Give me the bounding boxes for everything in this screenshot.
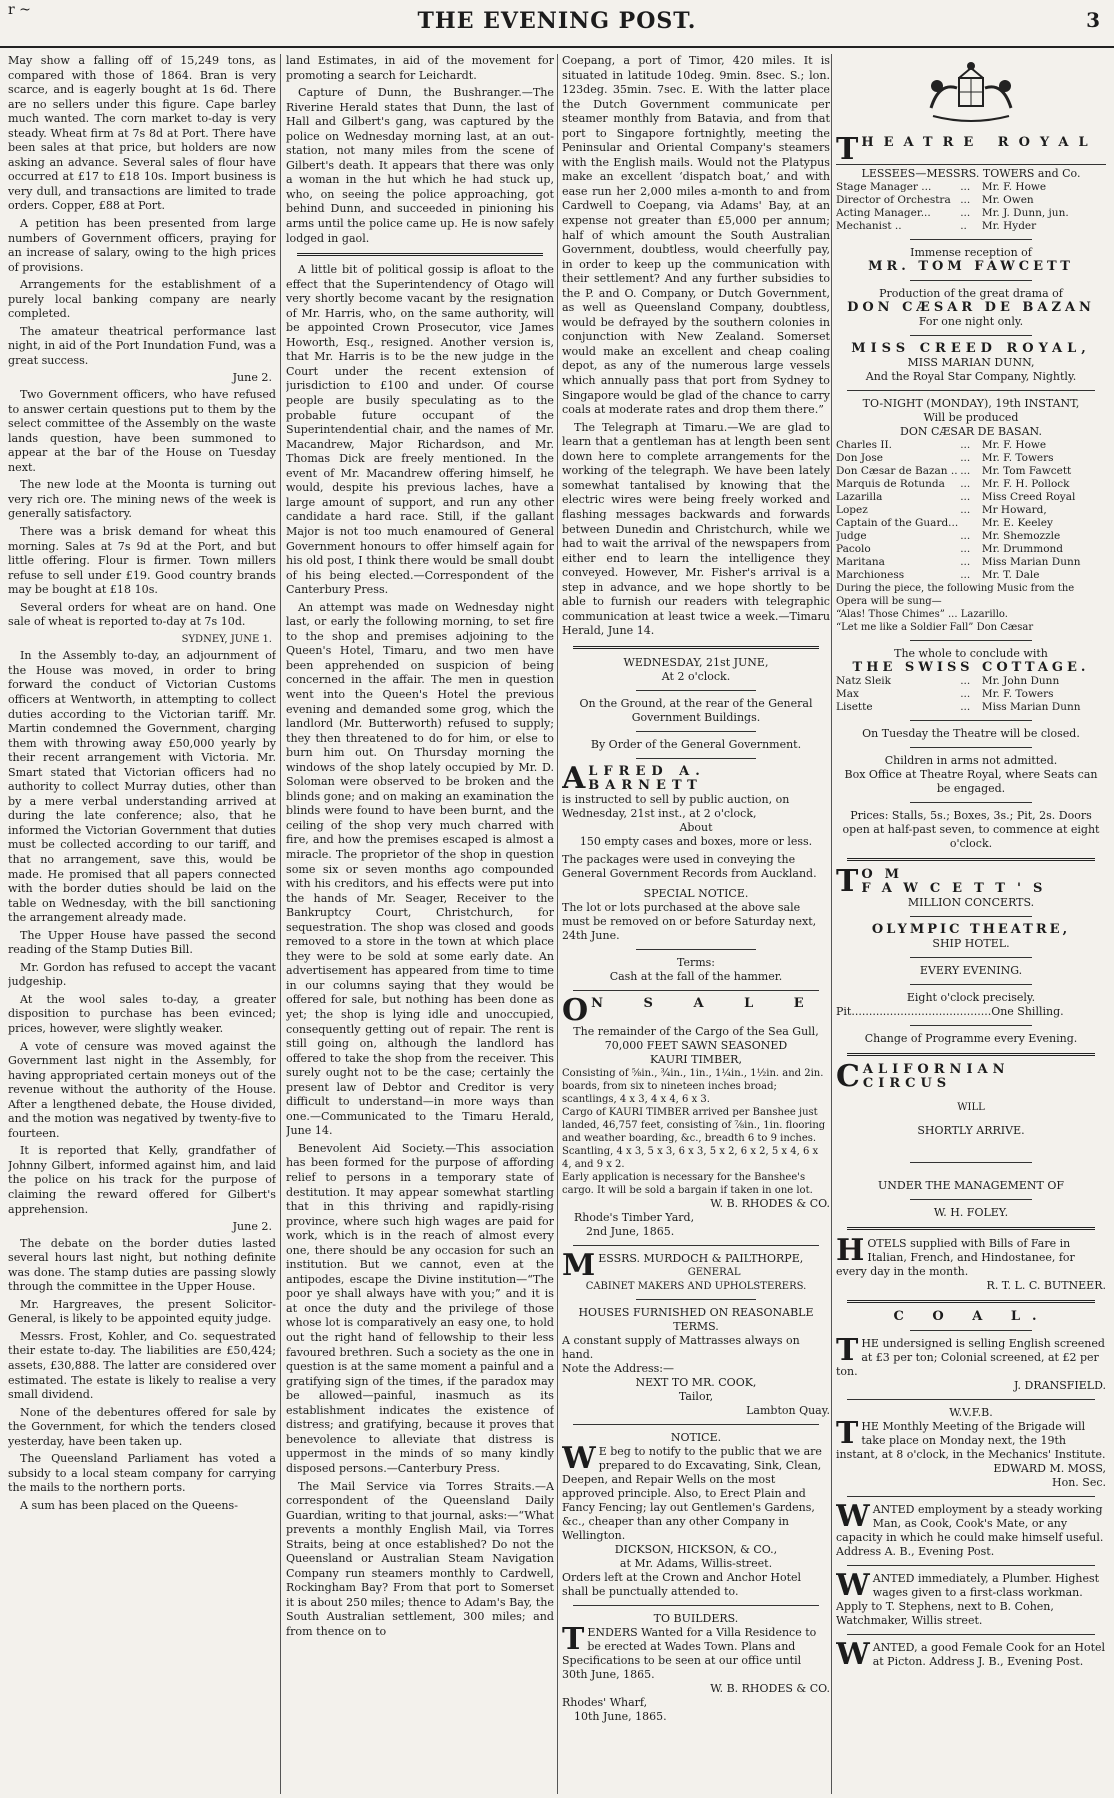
article-paragraph: May show a falling off of 15,249 tons, as compared with those of 1864. Bran is very scarce, and is eagerly bought at 1s 6d. There are no sellers under this figure. Cape barley much wanted. The corn market to-day is very steady. Wheat firm at 7s 8d at Port. There have been sales at that price, but holders are now asking an advance. Several sales of flour have occurred at £17 to £18 10s. Import business is very dull, and transactions are limited to trade orders. Copper, £88 at Port.: [8, 54, 276, 213]
cast-role: Don Cæsar de Bazan ..: [836, 465, 958, 477]
conclude-line: The whole to conclude with: [894, 647, 1048, 660]
sale-yard: Rhode's Timber Yard,: [574, 1210, 695, 1224]
dateline: June 2.: [232, 1220, 272, 1234]
cast-name: Miss Creed Royal: [981, 491, 1076, 503]
cast-role: Mechanist ..: [836, 220, 902, 232]
cast-row: [836, 569, 1106, 582]
special-notice-heading: SPECIAL NOTICE.: [643, 886, 749, 900]
drop-cap: W: [836, 1637, 870, 1672]
cast-role: Judge: [836, 530, 867, 542]
production-line: Production of the great drama of: [879, 287, 1063, 300]
venue-name: OLYMPIC THEATRE,: [871, 922, 1071, 937]
article-paragraph: Benevolent Aid Society.—This association has been formed for the purpose of affording relief to persons in a temporary state of destitution. It may appear somewhat startling that in this thriving and rapidly-rising province, where such high wages are paid for work, which is in the reach of almost every one, there should be any occasion for such an institution. But we cannot, even at the antipodes, escape the Divine institution—“The poor ye shall always have with you;” and it is at once the duty and the privilege of those whose lot is comparatively an easy one, to hold out the right hand of fellowship to their less favoured brethren. Such a society as the one in question is at the same moment a painful and a gratifying sign of the times, if the paradox may be allowed—painful, inasmuch as its establishment indicates the existence of distress; and gratifying, because it proves that benevolence to alleviate that distress is uppermost in the minds of so many kindly disposed persons.—Canterbury Press.: [286, 1141, 554, 1475]
sale-date: 2nd June, 1865.: [586, 1224, 675, 1238]
brigade-heading: W.V.F.B.: [949, 1406, 993, 1419]
sale-cargo: The remainder of the Cargo of the Sea Gull,: [573, 1024, 819, 1038]
column-1: [8, 54, 276, 1792]
coal-text: HE undersigned is selling English screened at £3 per ton; Colonial screened, at £2 per ton.: [836, 1337, 1105, 1378]
auction-text: is instructed to sell by public auction, on Wednesday, 21st inst., at 2 o'clock,: [562, 792, 790, 820]
cast-role: Marquis de Rotunda: [836, 478, 945, 490]
drop-cap: T: [836, 132, 859, 167]
rule: [573, 990, 820, 991]
concert-heading: OM FAWCETT'S: [861, 867, 1055, 896]
houses-next: NEXT TO MR. COOK,: [635, 1375, 757, 1389]
cast-dots: ...: [960, 530, 971, 542]
closed-line: On Tuesday the Theatre will be closed.: [862, 727, 1080, 740]
brigade-text: HE Monthly Meeting of the Brigade will take place on Monday next, the 19th instant, at 8 o'clock, in the Mechanics' Institute.: [836, 1420, 1106, 1461]
terms-heading: Terms:: [676, 955, 716, 969]
drop-cap: O: [562, 992, 589, 1028]
corner-mark: r ~: [8, 2, 31, 18]
venue-sub: SHIP HOTEL.: [932, 937, 1010, 950]
brigade-signature: EDWARD M. MOSS,: [993, 1462, 1106, 1475]
cast-dots: ...: [960, 194, 971, 206]
actress-name: MISS MARIAN DUNN,: [907, 356, 1035, 369]
cast-role: Lazarilla: [836, 491, 883, 503]
pit-price: Pit........................................One Shilling.: [836, 1005, 1064, 1018]
dateline: June 2.: [232, 371, 272, 385]
drop-cap: W: [836, 1499, 870, 1534]
section-rule: [573, 646, 820, 649]
manager-name: W. H. FOLEY.: [933, 1206, 1009, 1219]
cast-row: [836, 207, 1106, 220]
cast-dots: ...: [960, 491, 971, 503]
article-paragraph: Capture of Dunn, the Bushranger.—The Riverine Herald states that Dunn, the last of Hall and Gilbert's gang, was captured by the police on Wednesday morning last, at an out-station, not many miles from the scene of Gilbert's death. It appears that there was only a woman in the hut which he had stuck up, who, on seeing the police approaching, got behind Dunn, and succeeded in pinioning his arms until the police came up. He is now safely lodged in gaol.: [286, 86, 554, 245]
masthead: [0, 0, 1114, 50]
change-line: Change of Programme every Evening.: [864, 1032, 1078, 1045]
cast-row: [836, 543, 1106, 556]
cast-role: Max: [836, 688, 859, 700]
sale-heading: N S A L E: [591, 995, 822, 1011]
wanted-text: ANTED, a good Female Cook for an Hotel at Picton. Address J. B., Evening Post.: [872, 1641, 1106, 1668]
auction-packages: The packages were used in conveying the General Government Records from Auckland.: [562, 852, 817, 880]
notice-signature: DICKSON, HICKSON, & CO.,: [614, 1542, 778, 1556]
immense-reception: Immense reception of: [910, 246, 1032, 259]
cast-dots: [960, 517, 982, 530]
rule: [910, 335, 1032, 336]
auction-date: WEDNESDAY, 21st JUNE,: [623, 655, 769, 669]
section-rule: [297, 253, 544, 256]
cast-name: Mr. Hyder: [981, 220, 1037, 232]
auction-about: About: [679, 820, 713, 834]
article-paragraph: The new lode at the Moonta is turning out very rich ore. The mining news of the week is generally satisfactory.: [8, 478, 276, 521]
cast-name: Miss Marian Dunn: [981, 701, 1081, 713]
auction-place: On the Ground, at the rear of the General Government Buildings.: [579, 696, 813, 724]
builders-advertisement: [562, 1612, 830, 1724]
cast-name: Mr. F. H. Pollock: [981, 478, 1070, 490]
circus-advertisement: [836, 1059, 1106, 1220]
rule: [910, 1330, 1032, 1331]
play-title: DON CÆSAR DE BASAN.: [900, 425, 1042, 438]
sale-text: Early application is necessary for the Banshee's cargo. It will be sold a bargain if taken in one lot.: [562, 1171, 813, 1196]
page-number: 3: [1086, 8, 1100, 32]
section-rule: [847, 1053, 1095, 1056]
brigade-secretary: Hon. Sec.: [1052, 1476, 1106, 1489]
article-paragraph: A petition has been presented from large numbers of Government officers, praying for an increase of salary, owing to the high prices of provisions.: [8, 217, 276, 274]
cast-dots: ...: [960, 543, 971, 555]
cast-name: Mr. E. Keeley: [981, 517, 1053, 529]
cast-role: Maritana: [836, 556, 885, 568]
notice-text: E beg to notify to the public that we are prepared to do Excavating, Sink, Clean, Deepen, and Repair Wells on the most approved principle. Also, to Erect Plain and Fancy Fencing; lay out Gentlemen's Gardens, &c., cheaper than any other Company in Wellington.: [562, 1444, 822, 1542]
article-paragraph: A vote of censure was moved against the Government last night in the Assembly, for having appropriated certain moneys out of the revenue without the authority of the House. After a lengthened debate, the House divided, and the motion was negatived by twenty-five to fourteen.: [8, 1039, 276, 1140]
auction-time: At 2 o'clock.: [661, 669, 731, 683]
article-paragraph: The Mail Service via Torres Straits.—A correspondent of the Queensland Daily Guardian, writing to that journal, asks:—“What prevents a monthly English Mail, via Torres Straits, being at once established? Do not the Queensland or Australian Steam Navigation Company run steamers monthly to Cardwell, Rockingham Bay? From that port to Somerset it is about 250 miles; thence to Adam's Bay, the South Australian settlement, 300 miles; and from thence on to: [286, 1479, 554, 1638]
rule: [910, 280, 1032, 281]
cast-name: Mr. Owen: [981, 194, 1034, 206]
cast-role: Acting Manager...: [836, 207, 931, 219]
cast-name: Mr. F. Howe: [981, 439, 1047, 451]
article-paragraph: A sum has been placed on the Queens-: [20, 1498, 238, 1512]
cast-name: Miss Marian Dunn: [981, 556, 1081, 568]
article-paragraph: The amateur theatrical performance last night, in aid of the Port Inundation Fund, was a great success.: [8, 324, 276, 367]
rule: [636, 1299, 757, 1300]
article-paragraph: The Telegraph at Timaru.—We are glad to learn that a gentleman has at length been sent down here to complete arrangements for the working of the telegraph. We have been lately somewhat tantalised by knowing that the electric wires were being freely worked and flashing messages backwards and forwards between Dunedin and Christchurch, while we had to wait the arrival of the newspapers from either end to learn the intelligence they conveyed. However, Mr. Fisher's arrival is a step in advance, and we hope shortly to be able to furnish our readers with telegraphic communication at least twice a week.—Timaru Herald, June 14.: [562, 420, 830, 638]
rule: [573, 1245, 820, 1246]
circus-heading: ALIFORNIAN CIRCUS: [862, 1062, 1010, 1091]
cast-role: Lopez: [836, 504, 868, 516]
auction-order: By Order of the General Government.: [590, 737, 802, 751]
wanted-advertisement: [836, 1568, 1106, 1628]
builders-wharf: Rhodes' Wharf,: [562, 1695, 648, 1709]
star-name: MR. TOM FAWCETT: [868, 259, 1074, 274]
circus-will: WILL: [957, 1102, 985, 1113]
article-paragraph: Messrs. Frost, Kohler, and Co. sequestrated their estate to-day. The liabilities are £50,424; assets, £30,888. The latter are considered over estimated. The estate is likely to realise a very small dividend.: [8, 1329, 276, 1402]
coal-signature: J. DRANSFIELD.: [1014, 1379, 1106, 1392]
rule: [910, 1199, 1032, 1200]
cast-name: Mr. F. Towers: [981, 452, 1054, 464]
cast-role: Lisette: [836, 701, 873, 713]
cast-dots: ...: [960, 465, 971, 477]
cast-dots: ..: [960, 220, 967, 232]
cast-role: Marchioness: [836, 569, 905, 581]
builders-heading: TO BUILDERS.: [653, 1611, 739, 1625]
cast-row: [836, 220, 1106, 233]
cast-role: Captain of the Guard...: [836, 517, 959, 529]
builders-date: 10th June, 1865.: [574, 1709, 667, 1723]
article-paragraph: land Estimates, in aid of the movement for promoting a search for Leichardt.: [286, 54, 554, 82]
music-line: During the piece, the following Music from the Opera will be sung—: [836, 583, 1075, 607]
article-paragraph: At the wool sales to-day, a greater disposition to purchase has been evinced; prices, however, were slightly weaker.: [8, 992, 276, 1035]
houses-tailor: Tailor,: [678, 1389, 714, 1403]
firm-general: GENERAL: [687, 1266, 741, 1278]
one-night-line: For one night only.: [918, 315, 1024, 328]
houses-quay: Lambton Quay.: [746, 1403, 830, 1417]
drop-cap: T: [836, 1333, 859, 1368]
cast-row: [836, 465, 1106, 478]
rule: [910, 640, 1032, 641]
rule: [636, 690, 757, 691]
article-paragraph: In the Assembly to-day, an adjournment of the House was moved, in order to bring forward the conduct of Victorian Customs officers at Wentworth, in attempting to collect duties according to the Victorian tariff. Mr. Martin condemned the Government, charging them with throwing away £50,000 yearly by their recent arrangement with Victoria. Mr. Smart stated that Victorian officers had no authority to collect Murray duties, other than by a mere verbal understanding arrived at during the late conference; also, that he informed the Victorian Government that duties must be collected according to our tariff, and that no arrangement, save this, would be made. He promised that all papers connected with the border duties should be laid on the table on Wednesday, with the bill sanctioning the arrangement already made.: [8, 649, 276, 925]
drop-cap: W: [562, 1440, 596, 1476]
sale-signature: W. B. RHODES & CO.: [710, 1196, 830, 1210]
cast-row: [836, 194, 1106, 207]
cast-name: Mr. F. Howe: [981, 181, 1047, 193]
theatre-heading: HEATRE ROYAL: [861, 135, 1098, 150]
hotels-text: OTELS supplied with Bills of Fare in Italian, French, and Hindostanee, for every day in the month.: [836, 1237, 1075, 1278]
cast-row: [836, 530, 1106, 543]
cast-name: Mr. Tom Fawcett: [981, 465, 1072, 477]
notice-address: at Mr. Adams, Willis-street.: [619, 1556, 773, 1570]
cast-role: Natz Sleik: [836, 675, 892, 687]
drop-cap: T: [836, 1416, 859, 1451]
actress-name: MISS CREED ROYAL,: [851, 341, 1091, 356]
rule: [847, 1496, 1095, 1497]
firm-trade: CABINET MAKERS AND UPHOLSTERERS.: [585, 1280, 807, 1292]
cast-dots: ...: [960, 688, 971, 700]
prices-line: Prices: Stalls, 5s.; Boxes, 3s.; Pit, 2s. Doors open at half-past seven, to commence at eight o'clock.: [842, 809, 1100, 850]
theatre-advertisement: [836, 132, 1106, 851]
cast-name: Mr. F. Towers: [981, 688, 1054, 700]
song-line: “Let me like a Soldier Fall” Don Cæsar: [836, 622, 1034, 633]
wanted-advertisement: [836, 1499, 1106, 1559]
cast-dots: ...: [960, 701, 971, 713]
article-paragraph: The Upper House have passed the second reading of the Stamp Duties Bill.: [8, 928, 276, 957]
time-line: Eight o'clock precisely.: [906, 991, 1036, 1004]
cast-row: [836, 478, 1106, 491]
article-paragraph: Mr. Gordon has refused to accept the vacant judgeship.: [8, 960, 276, 989]
notice-advertisement: [562, 1431, 830, 1599]
auction-items: 150 empty cases and boxes, more or less.: [579, 834, 813, 848]
auctioneer-name: LFRED A. BARNETT: [588, 763, 706, 793]
drama-title: DON CÆSAR DE BAZAN: [847, 300, 1095, 315]
wanted-text: ANTED immediately, a Plumber. Highest wages given to a first-class workman. Apply to T. Stephens, next to B. Cohen, Watchmaker, Willis street.: [836, 1572, 1100, 1627]
cast-name: Mr. T. Dale: [981, 569, 1040, 581]
rule: [847, 1634, 1095, 1635]
rule: [847, 390, 1095, 391]
wanted-text: ANTED employment by a steady working Man, as Cook, Cook's Mate, or any capacity in which he could make himself useful. Address A. B., Evening Post.: [836, 1503, 1104, 1558]
coal-advertisement: [836, 1310, 1106, 1393]
rule: [847, 1399, 1095, 1400]
special-notice-text: The lot or lots purchased at the above sale must be removed on or before Saturday next, 24th June.: [562, 900, 817, 942]
sale-feet: 70,000 FEET SAWN SEASONED: [604, 1038, 788, 1052]
cast-dots: ...: [960, 181, 971, 193]
cast-role: Charles II.: [836, 439, 893, 451]
rule: [910, 1025, 1032, 1026]
notice-orders: Orders left at the Crown and Anchor Hotel shall be punctually attended to.: [562, 1570, 802, 1598]
article-paragraph: An attempt was made on Wednesday night last, or early the following morning, to set fire to the shop and premises adjoining to the Queen's Hotel, Timaru, and two men have been apprehended on suspicion of being concerned in the affair. The men in question went into the Queen's Hotel the previous evening and demanded some grog, which the landlord (Mr. Butterworth) refused to supply; they then threatened to do for him, or else to burn him out. On Thursday morning the windows of the shop lately occupied by Mr. D. Soloman were observed to be broken and the blinds gone; and on making an examination the blinds were found to have been burnt, and the ceiling of the shop very much charred with fire, and how the premises escaped is almost a miracle. The proprietor of the shop in question some six or seven months ago compounded with his creditors, and his effects were put into the hands of Mr. Seager, Receiver to the Bankruptcy Court, Christchurch, for sequestration. The shop was closed and goods removed to a store in the town at which place they were to be sold at some early date. An advertisement has appeared from time to time in our columns saying that they would be offered for sale, but nothing has been done as yet; the shop is lying idle and unoccupied, consequently getting out of repair. The rent is still going on, although the landlord has offered to take the shop from the receiver. This surely ought not to be the case; certainly the present law of Debtor and Creditor is very difficult to understand—in more ways than one.—Communicated to the Timaru Herald, June 14.: [286, 600, 554, 1138]
article-paragraph: Several orders for wheat are on hand. One sale of wheat is reported to-day at 7s 10d.: [8, 600, 276, 629]
column-2: [286, 54, 554, 1792]
drop-cap: T: [836, 864, 859, 899]
management-line: UNDER THE MANAGEMENT OF: [878, 1179, 1064, 1192]
company-line: And the Royal Star Company, Nightly.: [865, 370, 1077, 383]
newspaper-title: THE EVENING POST.: [417, 8, 697, 34]
cast-name: Mr. Shemozzle: [981, 530, 1061, 542]
column-divider: [280, 54, 281, 1794]
article-paragraph: None of the debentures offered for sale by the Government, for which the tenders closed yesterday, have been taken up.: [8, 1405, 276, 1448]
royal-coat-of-arms-icon: [911, 58, 1031, 128]
children-line: Children in arms not admitted.: [884, 754, 1058, 767]
builders-text: ENDERS Wanted for a Villa Residence to be erected at Wades Town. Plans and Specifications to be seen at our office until 30th June, 1865.: [562, 1625, 817, 1681]
cast-dots: ...: [960, 452, 971, 464]
houses-note: Note the Address:—: [562, 1361, 674, 1375]
article-paragraph: It is reported that Kelly, grandfather of Johnny Gilbert, informed against him, and laid the police on his track for the purpose of claiming the reward offered for Gilbert's apprehension.: [8, 1144, 276, 1216]
article-paragraph: Arrangements for the establishment of a purely local banking company are nearly completed.: [8, 278, 276, 321]
cast-name: Mr. J. Dunn, jun.: [981, 207, 1069, 219]
section-rule: [847, 1227, 1095, 1230]
rule: [910, 916, 1032, 917]
houses-heading: HOUSES FURNISHED ON REASONABLE TERMS.: [578, 1305, 814, 1333]
terms-text: Cash at the fall of the hammer.: [609, 969, 783, 983]
rule: [573, 1605, 820, 1606]
cast-list: [836, 439, 1106, 582]
cast-row: [836, 491, 1106, 504]
rule: [910, 802, 1032, 803]
article-paragraph: Coepang, a port of Timor, 420 miles. It is situated in latitude 10deg. 9min. 8sec. S.; lon. 123deg. 35min. 7sec. E. With the latter place the Dutch Government communicate per steamer monthly from Batavia, and from that port to Singapore fortnightly, meeting the Peninsular and Oriental Company's steamers with the English mails. Would not the Platypus make an excellent ‘dispatch boat,’ and with ease run her 2,000 miles a-month to and from Cardwell to Coepang, via Adams' Bay, at an expense not greater than £5,000 per annum; half of which amount the South Australian Government, doubtless, would cheerfully pay, in order to keep up the communication with their settlement? And any further subsidies to the P. and O. Company, or Dutch Government, as well as Queensland Company, doubtless, would be defrayed by the southern colonies in conjunction with New Zealand. Somerset would make an excellent and cheap coaling depot, as any of the numerous large vessels which annually pass that port from Sydney to Singapore would be glad of the chance to carry coals at moderate rates and drop them there.”: [562, 54, 830, 417]
rule: [910, 984, 1032, 985]
section-rule: [847, 1300, 1095, 1303]
column-divider: [831, 54, 832, 1794]
rule: [910, 239, 1032, 240]
masthead-rule: [0, 46, 1114, 48]
timber-sale-advertisement: [562, 992, 830, 1239]
rule: [636, 731, 757, 732]
dateline: SYDNEY, JUNE 1.: [181, 633, 272, 645]
cast-row: [836, 181, 1106, 194]
tonight-line: TO-NIGHT (MONDAY), 19th INSTANT,: [862, 397, 1080, 410]
auction-advertisement: [562, 656, 830, 984]
houses-text: A constant supply of Mattrasses always on hand.: [562, 1333, 800, 1361]
every-evening: EVERY EVENING.: [919, 964, 1023, 977]
sale-text: Consisting of ⅝in., ¾in., 1in., 1¼in., 1½in. and 2in. boards, from six to nineteen inches broad; scantlings, 4 x 3, 4 x 4, 6 x 3.: [562, 1067, 824, 1105]
article-paragraph: A little bit of political gossip is afloat to the effect that the Superintendency of Otago will very shortly become vacant by the resignation of Mr. Harris, who, on the same authority, will be appointed Crown Prosecutor, vice James Howorth, Esq., resigned. Another version is, that Mr. Harris is to be the new judge in the Court under the recent extension of jurisdiction to £100 and under. Of course people are busily speculating as to the probable future occupant of the Superintendential chair, and the names of Mr. Macandrew, Major Richardson, and Mr. Thomas Dick are freely mentioned. In the event of Mr. Macandrew offering himself, he would, despite his previous laches, have a large amount of support, and run any other candidate a hard race. Still, if the gallant Major is not too much enamoured of General Government honours to offer himself again for his old post, I think there would be small doubt of his being elected.—Correspondent of the Canterbury Press.: [286, 263, 554, 597]
cast-dots: ...: [960, 478, 971, 490]
drop-cap: T: [562, 1621, 585, 1657]
rule: [636, 949, 757, 950]
drop-cap: H: [836, 1233, 865, 1268]
column-3: [562, 54, 830, 1792]
article-paragraph: The debate on the border duties lasted several hours last night, but nothing definite was done. The stamp duties are passing slowly through the committee in the Upper House.: [8, 1236, 276, 1294]
rule: [636, 758, 757, 759]
drop-cap: W: [836, 1568, 870, 1603]
hotels-signature: R. T. L. C. BUTNEER.: [986, 1279, 1106, 1292]
hotels-advertisement: [836, 1233, 1106, 1293]
column-divider: [557, 54, 558, 1794]
concert-advertisement: [836, 864, 1106, 1046]
rule: [910, 720, 1032, 721]
concert-title: MILLION CONCERTS.: [907, 896, 1035, 909]
cast-row: [836, 688, 1106, 701]
cast-name: Mr. Drummond: [981, 543, 1064, 555]
cast-role: Director of Orchestra: [836, 194, 951, 206]
circus-arrive: SHORTLY ARRIVE.: [917, 1124, 1025, 1137]
cast-list: [836, 675, 1106, 714]
brigade-advertisement: [836, 1406, 1106, 1490]
cast-role: Stage Manager ...: [836, 181, 932, 193]
cast-dots: ...: [960, 207, 971, 219]
furniture-advertisement: [562, 1247, 830, 1418]
cast-dots: ...: [960, 439, 971, 451]
column-4: [836, 54, 1106, 1792]
builders-signature: W. B. RHODES & CO.: [710, 1681, 830, 1695]
sale-text: Scantling, 4 x 3, 5 x 3, 6 x 3, 5 x 2, 6 x 2, 5 x 4, 6 x 4, and 9 x 2.: [562, 1145, 819, 1170]
rule: [573, 1424, 820, 1425]
cast-row: [836, 556, 1106, 569]
drop-cap: C: [836, 1059, 860, 1094]
theatre-lessees: LESSEES—MESSRS. TOWERS and Co.: [836, 164, 1106, 181]
afterpiece-title: THE SWISS COTTAGE.: [852, 660, 1090, 675]
article-paragraph: There was a brisk demand for wheat this morning. Sales at 7s 9d at the Port, and but little offering. Flour is firmer. Town millers refuse to sell under £19. Good country brands may be bought at £18 10s.: [8, 524, 276, 597]
section-rule: [847, 858, 1095, 861]
cast-dots: ...: [960, 504, 971, 516]
produced-line: Will be produced: [923, 411, 1019, 424]
notice-heading: NOTICE.: [670, 1430, 722, 1444]
wanted-advertisement: [836, 1637, 1106, 1672]
song-line: “Alas! Those Chimes” ... Lazarillo.: [836, 609, 1008, 620]
sale-kauri: KAURI TIMBER,: [650, 1052, 742, 1066]
cast-role: Don Jose: [836, 452, 883, 464]
firm-name: ESSRS. MURDOCH & PAILTHORPE,: [598, 1251, 804, 1265]
cast-row: [836, 701, 1106, 714]
cast-row: [836, 675, 1106, 688]
cast-name: Mr Howard,: [981, 504, 1047, 516]
rule: [910, 1162, 1032, 1163]
cast-row: [836, 517, 1106, 530]
rule: [910, 747, 1032, 748]
box-office-line: Box Office at Theatre Royal, where Seats can be engaged.: [844, 768, 1098, 795]
article-paragraph: Mr. Hargreaves, the present Solicitor-General, is likely to be appointed equity judge.: [8, 1297, 276, 1326]
rule: [910, 957, 1032, 958]
cast-row: [836, 504, 1106, 517]
drop-cap: M: [562, 1247, 596, 1283]
article-paragraph: Two Government officers, who have refused to answer certain questions put to them by the select committee of the Assembly on the waste lands question, have been summoned to appear at the bar of the House on Tuesday next.: [8, 388, 276, 474]
theatre-staff: [836, 181, 1106, 233]
article-paragraph: The Queensland Parliament has voted a subsidy to a local steam company for carrying the mails to the northern ports.: [8, 1452, 276, 1495]
cast-dots: ...: [960, 556, 971, 568]
cast-name: Mr. John Dunn: [981, 675, 1060, 687]
cast-dots: ...: [960, 569, 971, 581]
drop-cap: A: [562, 760, 586, 796]
cast-row: [836, 452, 1106, 465]
rule: [847, 1565, 1095, 1566]
coal-heading: C O A L.: [893, 1309, 1049, 1324]
cast-dots: ...: [960, 675, 971, 687]
cast-row: [836, 439, 1106, 452]
sale-text: Cargo of KAURI TIMBER arrived per Banshee just landed, 46,757 feet, consisting of ⅞in., 1in. flooring and weather boarding, &c., breadth 6 to 9 inches.: [562, 1106, 826, 1144]
cast-role: Pacolo: [836, 543, 871, 555]
